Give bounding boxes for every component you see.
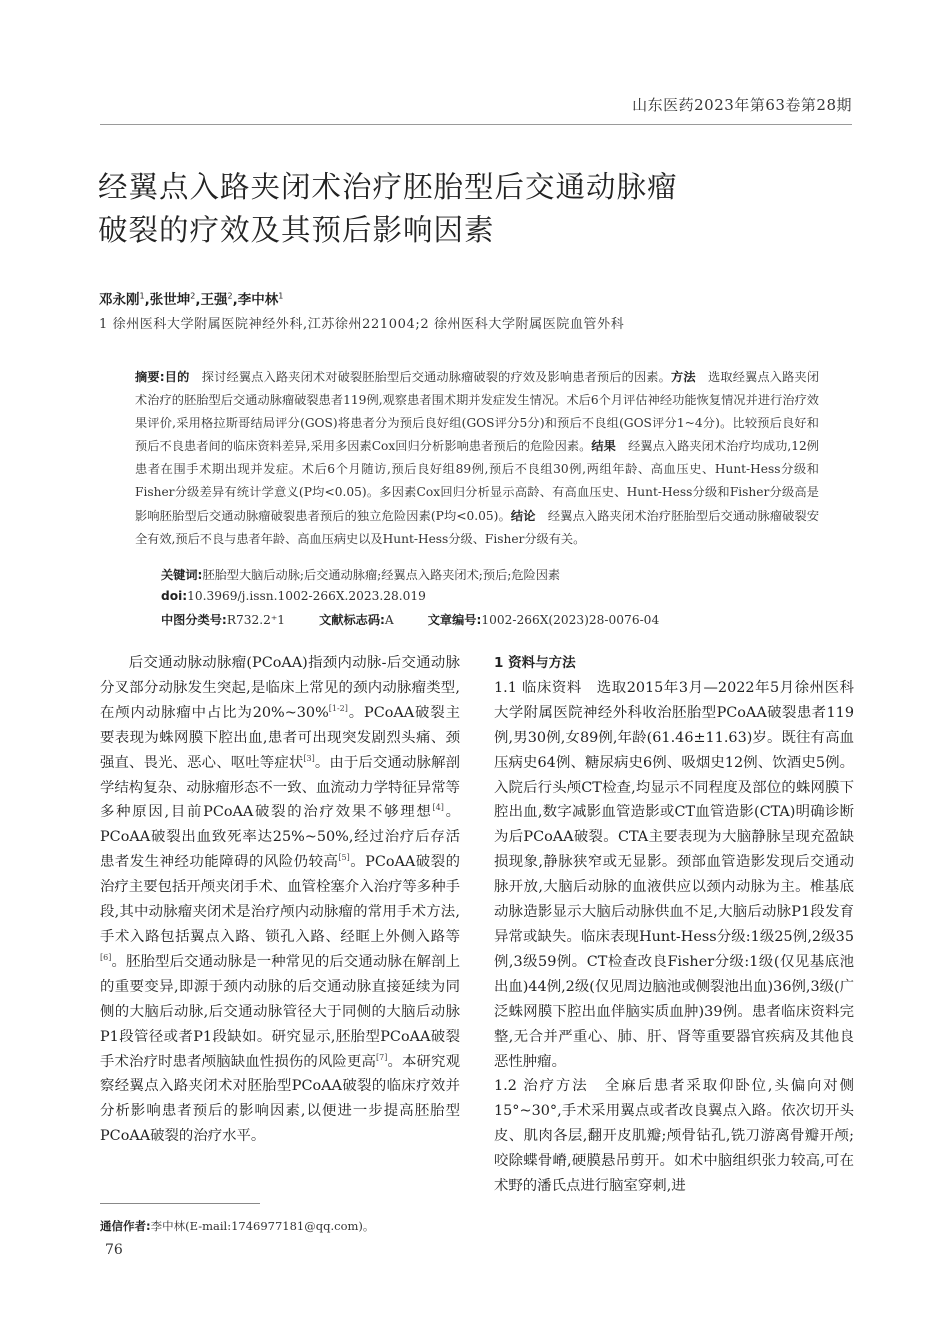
author-affil-mark: 1 [278,291,284,301]
methods-text: 选取经翼点入路夹闭术治疗的胚胎型后交通动脉瘤破裂患者119例,观察患者围术期并发症发生情况。术后6个月评估神经功能恢复情况并进行治疗效果评价,采用格拉斯哥结局评分(GOS)将患者分为预后良好组(GOS评分5分)和预后不良组(GOS评分1~4分)。比较预后良好和预后不良患者间的临床资料差异,采用多因素Cox回归分析影响患者预后的危险因素。 [135,370,820,454]
conclusion-label: 结论 [510,508,536,523]
conclusion-text: 经翼点入路夹闭术治疗胚胎型后交通动脉瘤破裂安全有效,预后不良与患者年龄、高血压病史以及Hunt-Hess分级、Fisher分级有关。 [135,508,820,546]
author-affil-mark: 1 [139,291,145,301]
body-left-column [100,651,460,1149]
methods-label: 方法 [671,370,696,384]
author-list: 邓永刚$^1$,张世坤$^2$,王强$^2$,李中林$^1$ [99,291,284,308]
article-no-label: 文章编号: [427,613,482,627]
intro-text: 。胚胎型后交通动脉是一种常见的后交通动脉在解剖上的重要变异,即源于颈内动脉的后交通动脉直接延续为同侧的大脑后动脉,后交通动脉管径大于同侧的大脑后动脉P1段管径或者P1段缺如。研究显示,胚胎型PCoAA破裂手术治疗时患者颅脑缺血性损伤的风险更高 [100,953,460,1070]
doi: 10.3969/j.issn.1002-266X.2023.28.019 [187,589,426,603]
intro-paragraph [100,651,460,1149]
subsection-label: 1.1 临床资料 [494,679,582,696]
subsection-label: 1.2 治疗方法 [494,1078,589,1095]
keywords: 胚胎型大脑后动脉;后交通动脉瘤;经翼点入路夹闭术;预后;危险因素 [202,568,561,582]
citation: [6] [100,953,112,963]
section-heading: 1 资料与方法 [494,655,576,671]
citation: [3] [303,753,315,763]
citation: [7] [376,1052,388,1062]
classification-line [161,611,659,628]
objective-label: 目的 [164,370,190,384]
intro-text: 后交通动脉动脉瘤(PCoAA)指颈内动脉-后交通动脉分叉部分动脉发生突起,是临床上常见的颈内动脉瘤类型,在颅内动脉瘤中占比为20%~30% [100,655,460,721]
author-name: 张世坤 [149,292,191,308]
doc-code-label: 文献标志码: [319,613,385,627]
author-affil-mark: 2 [190,291,196,301]
keywords-line [161,566,560,583]
subsection-text: 全麻后患者采取仰卧位,头偏向对侧15°~30°,手术采用翼点或者改良翼点入路。依次切开头皮、肌肉各层,翻开皮肌瓣;颅骨钻孔,铣刀游离骨瓣开颅;咬除蝶骨嵴,硬膜悬吊剪开。如术中脑组织张力较高,可在术野的潘氏点进行脑室穿刺,进 [494,1078,855,1195]
title-line-1: 经翼点入路夹闭术治疗胚胎型后交通动脉瘤 [98,170,678,204]
intro-text: 。PCoAA破裂主要表现为蛛网膜下腔出血,患者可出现突发剧烈头痛、颈强直、畏光、恶心、呕吐等症状 [100,704,460,771]
doi-label: doi: [161,589,188,603]
clc: R732.2⁺1 [226,613,286,627]
abstract-label: 摘要: [135,370,165,384]
journal-header: 山东医药2023年第63卷第28期 [632,96,852,114]
subsection-text: 选取2015年3月—2022年5月徐州医科大学附属医院神经外科收治胚胎型PCoAA破裂患者119例,男30例,女89例,年龄(61.46±11.63)岁。既往有高血压病史64例、糖尿病史6例、吸烟史12例、饮酒史5例。入院后行头颅CT检查,均显示不同程度及部位的蛛网膜下腔出血,数字减影血管造影或CT血管造影(CTA)明确诊断为后PCoAA破裂。CTA主要表现为大脑静脉呈现充盈缺损现象,静脉狭窄或无显影。颈部血管造影发现后交通动脉开放,大脑后动脉的血液供应以颈内动脉为主。椎基底动脉造影显示大脑后动脉供血不足,大脑后动脉P1段发育异常或缺失。临床表现Hunt-Hess分级:1级25例,2级35例,3级59例。CT检查改良Fisher分级:1级(仅见基底池出血)44例,2级(仅见周边脑池或侧裂池出血)36例,3级(广泛蛛网膜下腔出血伴脑实质血肿)39例。患者临床资料完整,无合并严重心、肺、肝、肾等重要器官疾病及其他良恶性肿瘤。 [494,679,854,1070]
author-name: 邓永刚 [99,292,140,308]
article-title [98,166,858,252]
abstract [135,366,819,551]
citation: [4] [432,803,444,813]
footnote-label: 通信作者: [100,1219,151,1233]
corresponding-author-note [100,1218,374,1234]
clc-label: 中图分类号: [161,613,227,627]
footnote-text: 李中林(E-mail:1746977181@qq.com)。 [150,1219,375,1233]
citation: [5] [338,853,350,863]
citation: [1-2] [328,704,348,714]
intro-text: 。PCoAA破裂出血致死率达25%~50%,经过治疗后存活患者发生神经功能障碍的风险仍较高 [100,804,460,871]
subsection-clinical-data [494,676,854,1075]
results-label: 结果 [591,439,616,454]
doi-line [161,589,426,603]
author-name: 李中林 [237,292,279,308]
intro-text: 。由于后交通动脉解剖学结构复杂、动脉瘤形态不一致、血流动力学特征异常等多种原因,目前PCoAA破裂的治疗效果不够理想 [100,754,460,821]
body-right-column [494,651,854,1199]
intro-text: 。PCoAA破裂的治疗主要包括开颅夹闭手术、血管栓塞介入治疗等多种手段,其中动脉瘤夹闭术是治疗颅内动脉瘤的常用手术方法,手术入路包括翼点入路、锁孔入路、经眶上外侧入路等 [100,854,460,945]
affiliations: 1 徐州医科大学附属医院神经外科,江苏徐州221004;2 徐州医科大学附属医院血管外科 [99,317,625,332]
results-text: 经翼点入路夹闭术治疗均成功,12例患者在围手术期出现并发症。术后6个月随访,预后良好组89例,预后不良组30例,两组年龄、高血压史、Hunt-Hess分级和Fisher分级差异有统计学意义(P均<0.05)。多因素Cox回归分析显示高龄、有高血压史、Hunt-Hess分级和Fisher分级高是影响胚胎型后交通动脉瘤破裂患者预后的独立危险因素(P均<0.05)。 [135,439,819,523]
page-number: 76 [105,1242,123,1258]
subsection-treatment [494,1074,854,1199]
author-name: 王强 [200,292,228,308]
title-line-2: 破裂的疗效及其预后影响因素 [98,213,495,247]
objective-text: 探讨经翼点入路夹闭术对破裂胚胎型后交通动脉瘤破裂的疗效及影响患者预后的因素。 [201,370,671,384]
footnote-divider [100,1203,260,1204]
article-no: 1002-266X(2023)28-0076-04 [481,613,660,627]
header-divider [100,124,852,125]
doc-code: A [384,613,394,627]
author-affil-mark: 2 [227,291,233,301]
keywords-label: 关键词: [161,568,203,582]
intro-text: 。本研究观察经翼点入路夹闭术对胚胎型PCoAA破裂的临床疗效并分析影响患者预后的影响因素,以便进一步提高胚胎型PCoAA破裂的治疗水平。 [100,1053,460,1145]
